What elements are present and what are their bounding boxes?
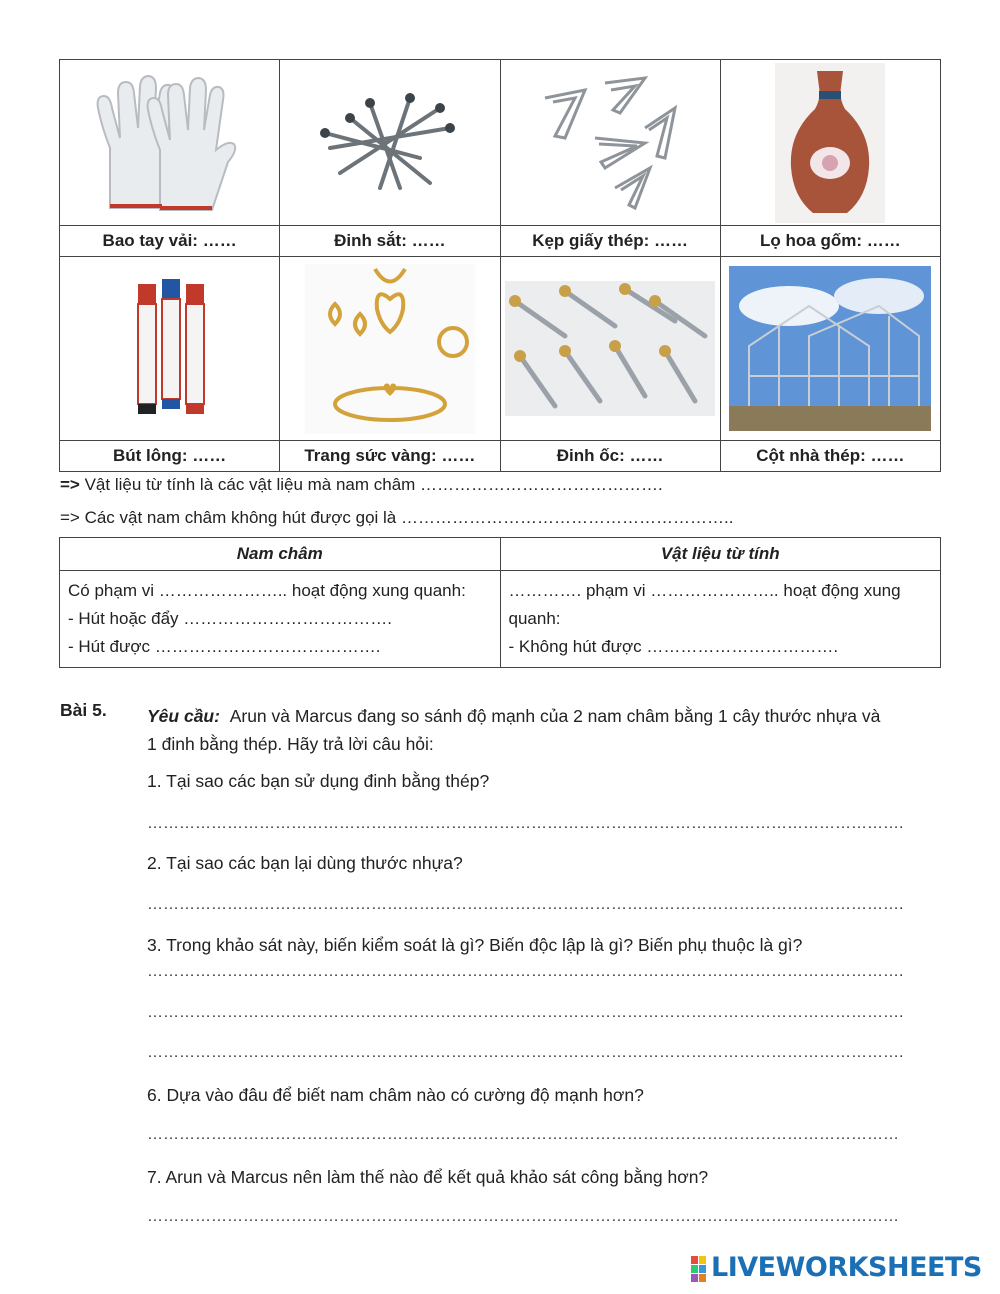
- exercise-requirement: [147, 702, 887, 758]
- caption-house-frame: Cột nhà thép: ……: [720, 441, 940, 472]
- question-6: 6. Dựa vào đâu để biết nam châm nào có cường độ mạnh hơn?: [147, 1085, 644, 1105]
- material-line-2: - Không hút được …………………………….: [508, 637, 839, 656]
- magnet-line-2: - Hút hoặc đẩy ……………………………….: [68, 609, 393, 628]
- header-magnet: Nam châm: [60, 538, 501, 571]
- conclusion-1-text: Vật liệu từ tính là các vật liệu mà nam châm …………………………………….: [79, 475, 663, 494]
- question-2: 2. Tại sao các bạn lại dùng thước nhựa?: [147, 853, 463, 873]
- house-frame-cell: [720, 257, 940, 441]
- conclusion-nonmagnetic: => Các vật nam châm không hút được gọi là …………………………………………………..: [60, 508, 734, 527]
- comparison-table: [59, 537, 941, 668]
- answer-line-3a[interactable]: …………………………………………………………………………………………………………………………….: [147, 963, 904, 980]
- answer-line-3c[interactable]: …………………………………………………………………………………………………………………………….: [147, 1044, 904, 1061]
- caption-paperclips: Kẹp giấy thép: ……: [500, 226, 720, 257]
- requirement-label: Yêu cầu:: [147, 706, 220, 726]
- materials-table: [59, 59, 941, 472]
- markers-cell: [60, 257, 280, 441]
- answer-line-6[interactable]: ……………………………………………………………………………………………………………………………: [147, 1126, 899, 1143]
- caption-jewelry: Trang sức vàng: ……: [280, 441, 500, 472]
- magnet-line-1: Có phạm vi ………………….. hoạt động xung quanh:: [68, 581, 466, 600]
- question-3: 3. Trong khảo sát này, biến kiểm soát là gì? Biến độc lập là gì? Biến phụ thuộc là gì?: [147, 935, 803, 955]
- caption-vase: Lọ hoa gốm: ……: [720, 226, 940, 257]
- answer-line-2[interactable]: …………………………………………………………………………………………………………………………….: [147, 896, 904, 913]
- material-line-1: …………. phạm vi ………………….. hoạt động xung quanh:: [508, 581, 901, 628]
- steel-house-frame-icon: [729, 266, 931, 431]
- gloves-icon: [80, 68, 260, 218]
- logo-text: LIVEWORKSHEETS: [711, 1252, 982, 1283]
- gold-jewelry-icon: [305, 264, 475, 434]
- vase-icon: [775, 63, 885, 223]
- exercise-label: Bài 5.: [60, 700, 107, 720]
- paperclips-icon: [525, 68, 695, 218]
- paperclips-cell: [500, 60, 720, 226]
- magnet-line-3: - Hút được ………………………………….: [68, 637, 381, 656]
- caption-markers: Bút lông: ……: [60, 441, 280, 472]
- screws-cell: [500, 257, 720, 441]
- answer-line-7[interactable]: ……………………………………………………………………………………………………………………………: [147, 1208, 899, 1225]
- material-cell: [500, 571, 941, 668]
- header-magnetic-material: Vật liệu từ tính: [500, 538, 941, 571]
- caption-screws: Đinh ốc: ……: [500, 441, 720, 472]
- screws-icon: [505, 281, 715, 416]
- question-1: 1. Tại sao các bạn sử dụng đinh bằng thép?: [147, 771, 490, 791]
- liveworksheets-logo: [691, 1252, 991, 1286]
- nails-icon: [310, 88, 470, 198]
- nails-cell: [280, 60, 500, 226]
- jewelry-cell: [280, 257, 500, 441]
- markers-icon: [120, 274, 220, 424]
- caption-gloves: Bao tay vải: ……: [60, 226, 280, 257]
- arrow-symbol: =>: [60, 475, 80, 494]
- answer-line-1[interactable]: …………………………………………………………………………………………………………………………….: [147, 815, 904, 832]
- magnet-cell: [60, 571, 501, 668]
- caption-nails: Đinh sắt: ……: [280, 226, 500, 257]
- conclusion-magnetic-materials: [60, 475, 663, 495]
- requirement-text: Arun và Marcus đang so sánh độ mạnh của 2 nam châm bằng 1 cây thước nhựa và 1 đinh bằng thép. Hãy trả lời câu hỏi:: [147, 706, 881, 754]
- vase-cell: [720, 60, 940, 226]
- question-7: 7. Arun và Marcus nên làm thế nào để kết quả khảo sát công bằng hơn?: [147, 1167, 709, 1187]
- answer-line-3b[interactable]: …………………………………………………………………………………………………………………………….: [147, 1004, 904, 1021]
- gloves-cell: [60, 60, 280, 226]
